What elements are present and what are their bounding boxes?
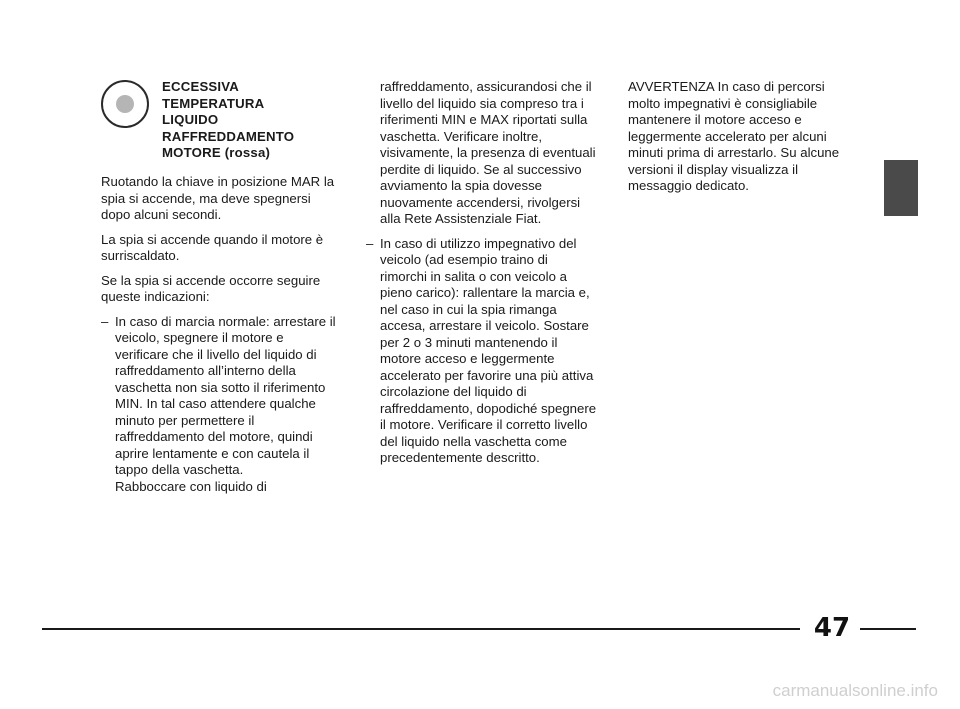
list-item-heavy-use	[366, 236, 598, 467]
paragraph-instructions-intro: Se la spia si accende occorre seguire queste indicazioni:	[101, 272, 321, 304]
coolant-warning-light-icon	[101, 80, 149, 128]
paragraph-overheating: La spia si accende quando il motore è surriscaldato.	[101, 231, 324, 263]
paragraph-key-position: Ruotando la chiave in posizione MAR la spia si accende, ma deve spegnersi dopo alcuni secondi.	[101, 174, 335, 222]
section-heading	[162, 79, 332, 162]
heading-line: ECCESSIVA	[162, 79, 240, 94]
footer-rule-right	[860, 628, 916, 630]
chapter-tab-marker	[884, 160, 918, 216]
heading-line: MOTORE (rossa)	[162, 145, 271, 160]
list-item-text: In caso di marcia normale: arrestare il veicolo, spegnere il motore e verificare che il livello del liquido di raffreddamento all’interno della vaschetta non sia sotto il riferimento MIN. In tal caso attendere qualche minuto per permettere il raffreddamento del motore, quindi aprire lentamente e con cautela il tappo della vaschetta.	[115, 313, 336, 477]
footer-rule-left	[42, 628, 800, 630]
page-number: 47	[813, 613, 851, 643]
list-dash: –	[101, 313, 109, 329]
heading-line: TEMPERATURA	[162, 95, 265, 111]
watermark: carmanualsonline.info	[772, 681, 938, 700]
column-middle	[366, 79, 598, 475]
column-right	[628, 79, 860, 203]
list-dash: –	[366, 235, 374, 251]
heading-line: LIQUIDO	[162, 112, 219, 127]
list-item-text: In caso di utilizzo impegnativo del veicolo (ad esempio traino di rimorchi in salita o con veicolo a pieno carico): rallentare la marcia e, nel caso in cui la spia rimanga accesa, arrestare il veicolo. Sostare per 2 o 3 minuti mantenendo il motore acceso e leggermente accelerato per favorire una più attiva circolazione del liquido di raffreddamento, dopodiché spegnere il motore. Verificare il corretto livello del liquido nella vaschetta come precedentemente descritto.	[380, 235, 597, 465]
paragraph-continuation: raffreddamento, assicurandosi che il livello del liquido sia compreso tra i riferimenti MIN e MAX riportati sulla vaschetta. Verificare inoltre, visivamente, la presenza di eventuali perdite di liquido. Se al successivo avviamento la spia dovesse nuovamente accendersi, rivolgersi alla Rete Assistenziale Fiat.	[380, 79, 596, 226]
list-item-normal-driving	[101, 314, 336, 496]
warning-light-dot	[116, 95, 134, 113]
warning-note: AVVERTENZA In caso di percorsi molto impegnativi è consigliabile mantenere il motore acceso e leggermente accelerato per alcuni minuti prima di arrestarlo. Su alcune versioni il display visualizza il messaggio dedicato.	[628, 79, 840, 193]
list-item-continuation: Rabboccare con liquido di	[115, 478, 267, 494]
heading-line: RAFFREDDAMENTO	[162, 128, 295, 144]
column-left	[101, 174, 336, 503]
